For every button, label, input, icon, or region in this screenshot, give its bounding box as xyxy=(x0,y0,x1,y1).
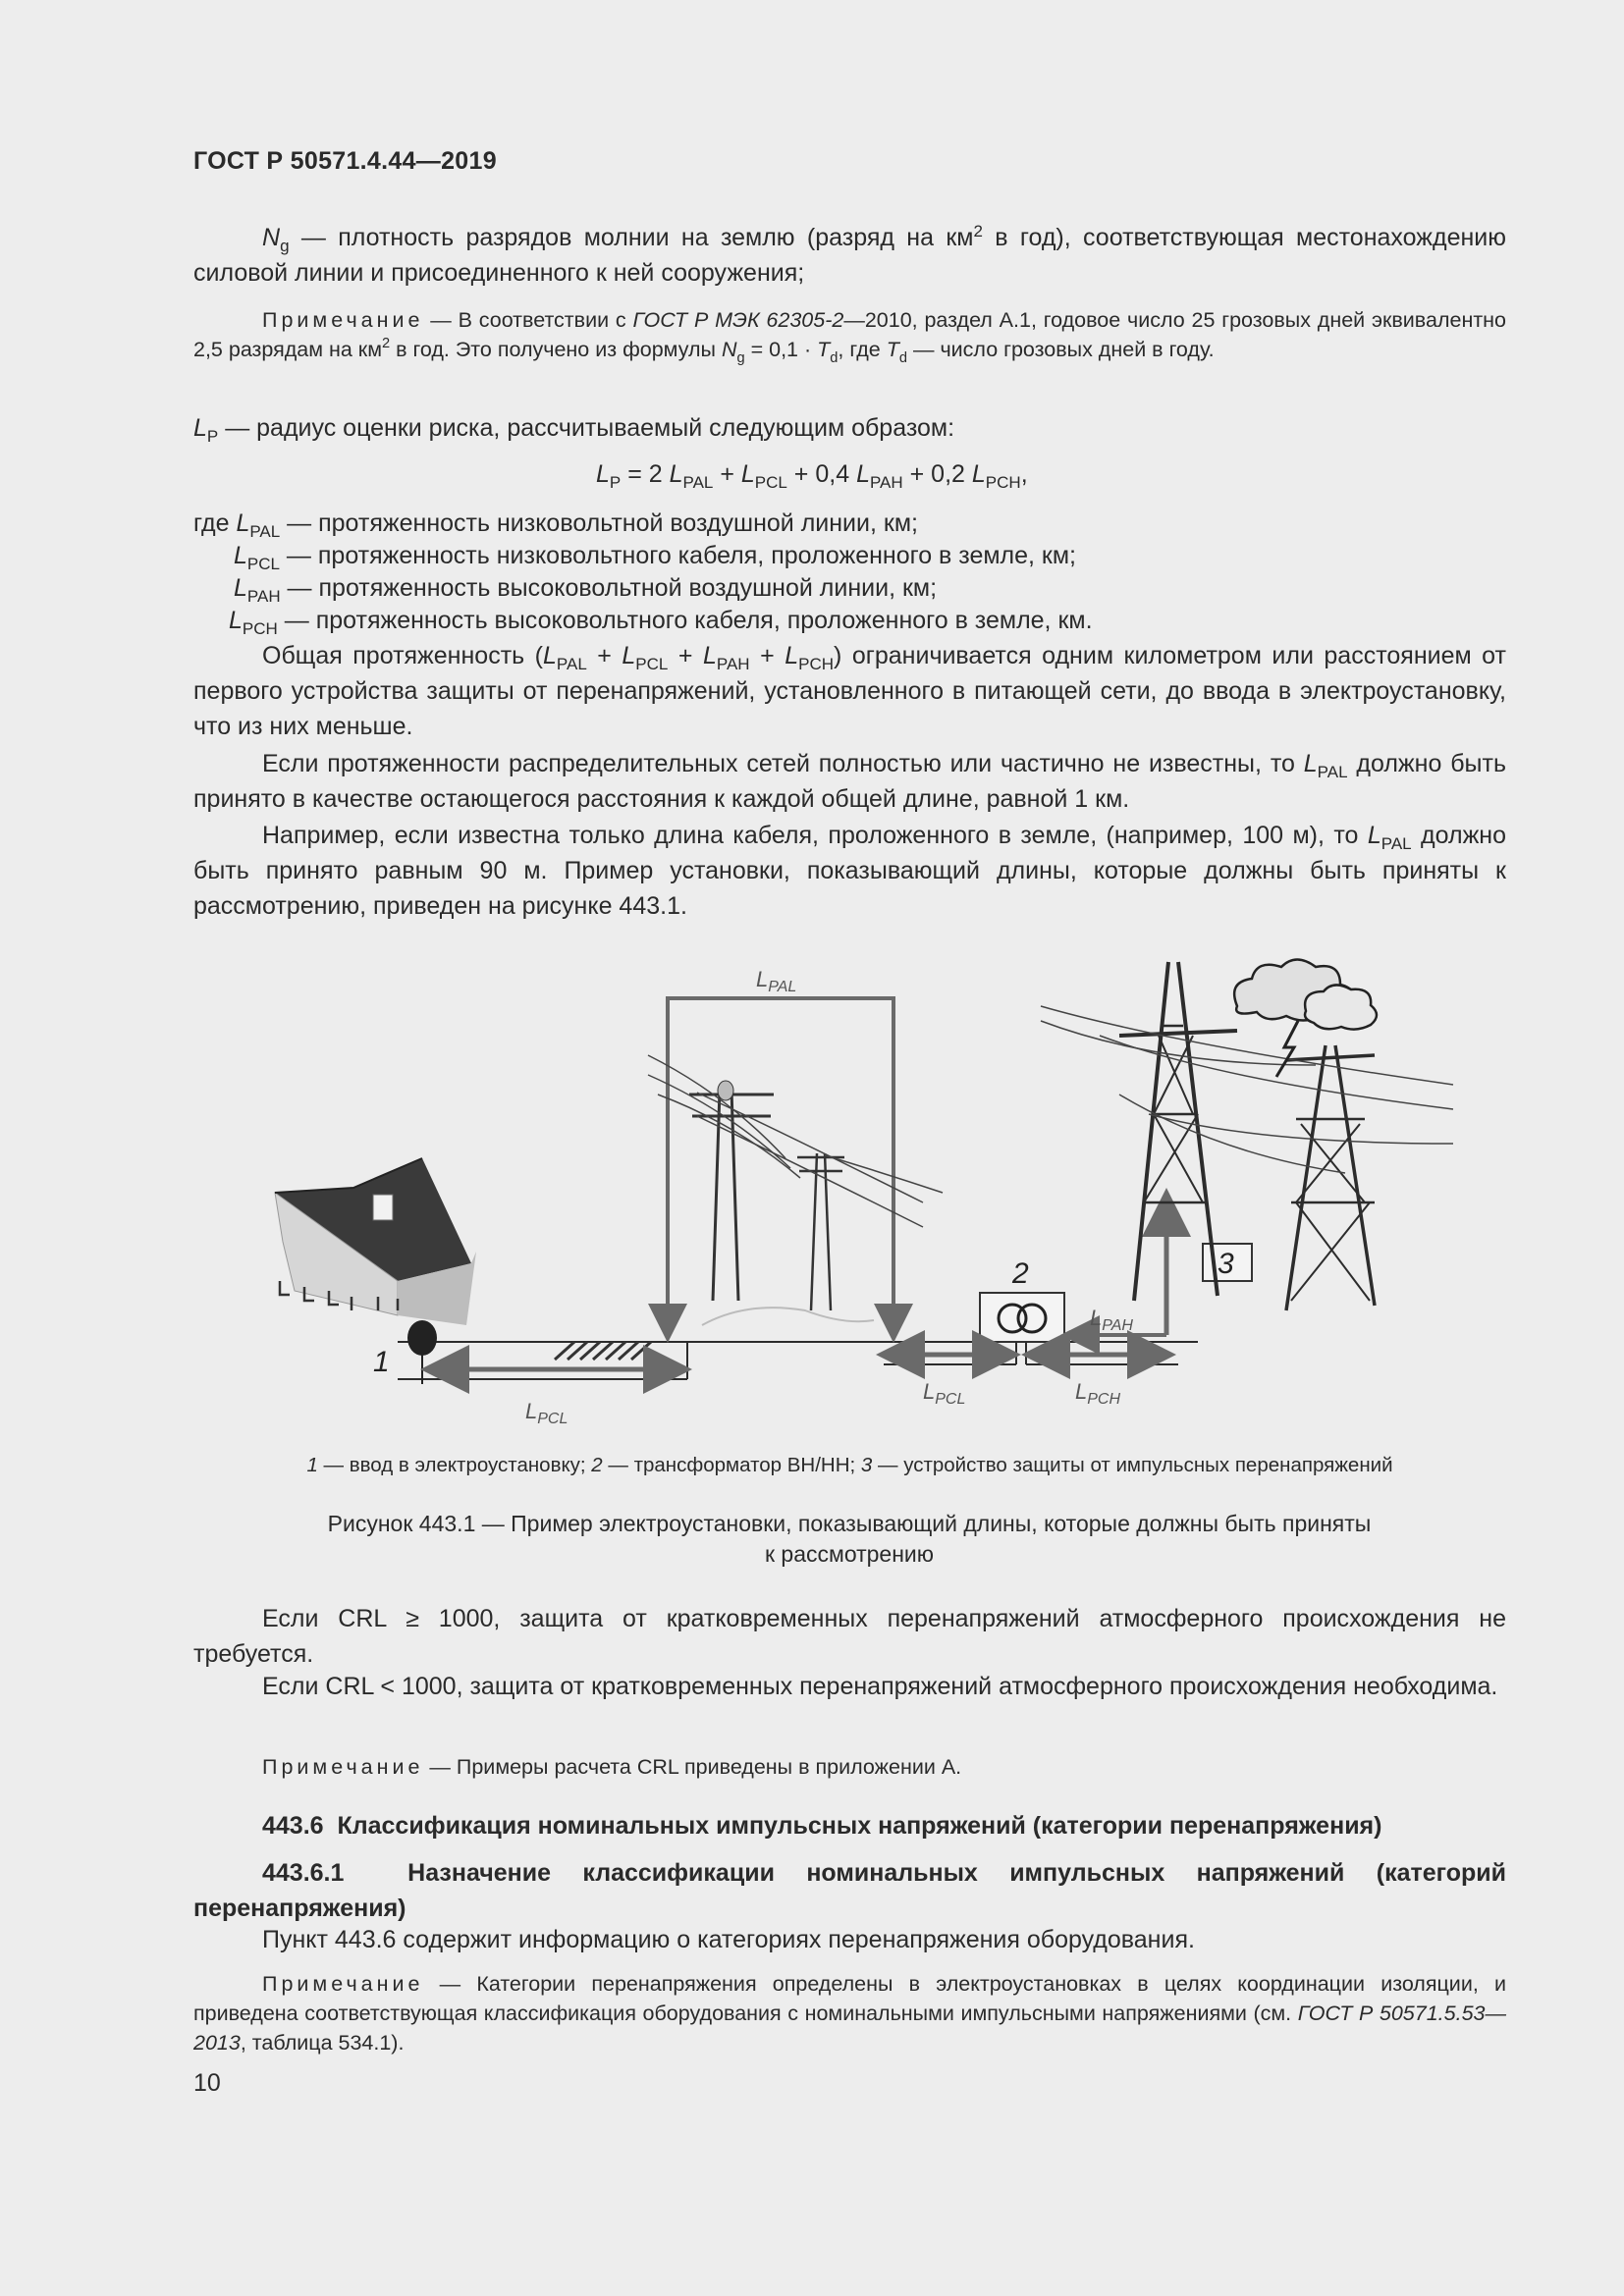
definition-lpah: $L_{PAH}$ — протяженность высоковольтной воздушной линии, км; xyxy=(234,574,938,606)
label-lpah: $L_{PAH}$ xyxy=(1090,1306,1133,1334)
installation-diagram xyxy=(236,947,1473,1443)
high-voltage-lines xyxy=(1041,1006,1453,1173)
label-number-2: 2 xyxy=(1012,1257,1029,1290)
definition-lpal: где $L_{PAL}$ — протяженность низковольтной воздушной линии, км; xyxy=(193,509,918,541)
label-lpch: $L_{PCH}$ xyxy=(1075,1379,1121,1408)
page-number: 10 xyxy=(193,2069,221,2097)
formula-lp: $L_P = 2$ $L_{PAL} + L_{PCL} + 0,4$ $L_{PAH} + 0,2$ $L_{PCH}$, xyxy=(596,460,1028,492)
document-header: ГОСТ Р 50571.4.44—2019 xyxy=(193,147,497,175)
paragraph-unknown-lengths: Если протяженности распределительных сетей полностью или частично не известны, то $L_{PAL}$ должно быть принято в качестве остающегося расстояния к каждой общей длине, равной 1 км. xyxy=(193,750,1506,813)
section-heading-443-6-1: 443.6.1 Назначение классификации номинальных импульсных напряжений (категорий перенапряжения) xyxy=(193,1859,1506,1922)
note-3: Примечание — Категории перенапряжения определены в электроустановках в целях координации изоляции, и приведена соответствующая классификация оборудования с номинальными импульсными напряжениями (см. ГОСТ Р 50571.5.53—2013, таблица 534.1). xyxy=(193,1972,1506,2055)
figure-caption: Рисунок 443.1 — Пример электроустановки, показывающий длины, которые должны быть приняты к рассмотрению xyxy=(327,1511,1372,1567)
figure-legend: 1 — ввод в электроустановку; 2 — трансформатор ВН/НН; 3 — устройство защиты от импульсных перенапряжений xyxy=(306,1454,1393,1476)
paragraph-example: Например, если известна только длина кабеля, проложенного в земле, (например, 100 м), то $L_{PAL}$ должно быть принято равным 90 м. Пример установки, показывающий длины, которые должны быть приняты к рассмотрению, приведен на рисунке 443.1. xyxy=(193,822,1507,920)
paragraph-crl-lt: Если CRL < 1000, защита от кратковременных перенапряжений атмосферного происхождения необходима. xyxy=(262,1673,1498,1700)
house-icon xyxy=(275,1158,476,1325)
note-1: Примечание — В соответствии с ГОСТ Р МЭК 62305-2—2010, раздел А.1, годовое число 25 грозовых дней эквивалентно 2,5 разрядам на $км^2$ в год. Это получено из формулы $N_g = 0,1 \cdot T_d$, где $T_d$ — число грозовых дней в году. xyxy=(193,308,1506,366)
label-lpal: $L_{PAL}$ xyxy=(756,967,797,995)
buried-cable-hatch xyxy=(555,1342,651,1360)
lp-definition: $L_P$ — радиус оценки риска, рассчитываемый следующим образом: xyxy=(193,414,955,446)
paragraph-crl-ge: Если CRL ≥ 1000, защита от кратковременных перенапряжений атмосферного происхождения не требуется. xyxy=(193,1605,1506,1668)
paragraph-443-6-info: Пункт 443.6 содержит информацию о категориях перенапряжения оборудования. xyxy=(262,1926,1195,1953)
note-2: Примечание — Примеры расчета CRL приведены в приложении А. xyxy=(262,1755,962,1779)
definition-lpch: $L_{PCH}$ — протяженность высоковольтного кабеля, проложенного в земле, км. xyxy=(229,607,1093,638)
label-lpcl-mid: $L_{PCL}$ xyxy=(923,1379,966,1408)
paragraph-total-length: Общая протяженность $(L_{PAL} + L_{PCL} + L_{PAH} + L_{PCH})$ ограничивается одним километром или расстоянием от первого устройства защиты от перенапряжений, установленного в питающей сети, до ввода в электроустановку, что из них меньше. xyxy=(193,642,1506,740)
utility-pole-icon xyxy=(689,1081,844,1310)
installation-entry-icon xyxy=(407,1320,437,1384)
label-number-3: 3 xyxy=(1218,1248,1234,1280)
label-lpcl-left: $L_{PCL}$ xyxy=(525,1399,568,1427)
definition-lpcl: $L_{PCL}$ — протяженность низковольтного кабеля, проложенного в земле, км; xyxy=(234,542,1076,573)
figure-443-1 xyxy=(236,947,1473,1443)
label-number-1: 1 xyxy=(373,1346,390,1378)
paragraph-ng: $N_g$ — плотность разрядов молнии на землю (разряд на $км^2$ в год), соответствующая местонахождению силовой линии и присоединенного к ней сооружения; xyxy=(193,222,1506,287)
section-heading-443-6: 443.6 Классификация номинальных импульсных напряжений (категории перенапряжения) xyxy=(262,1812,1382,1840)
overhead-lines xyxy=(648,1055,943,1227)
